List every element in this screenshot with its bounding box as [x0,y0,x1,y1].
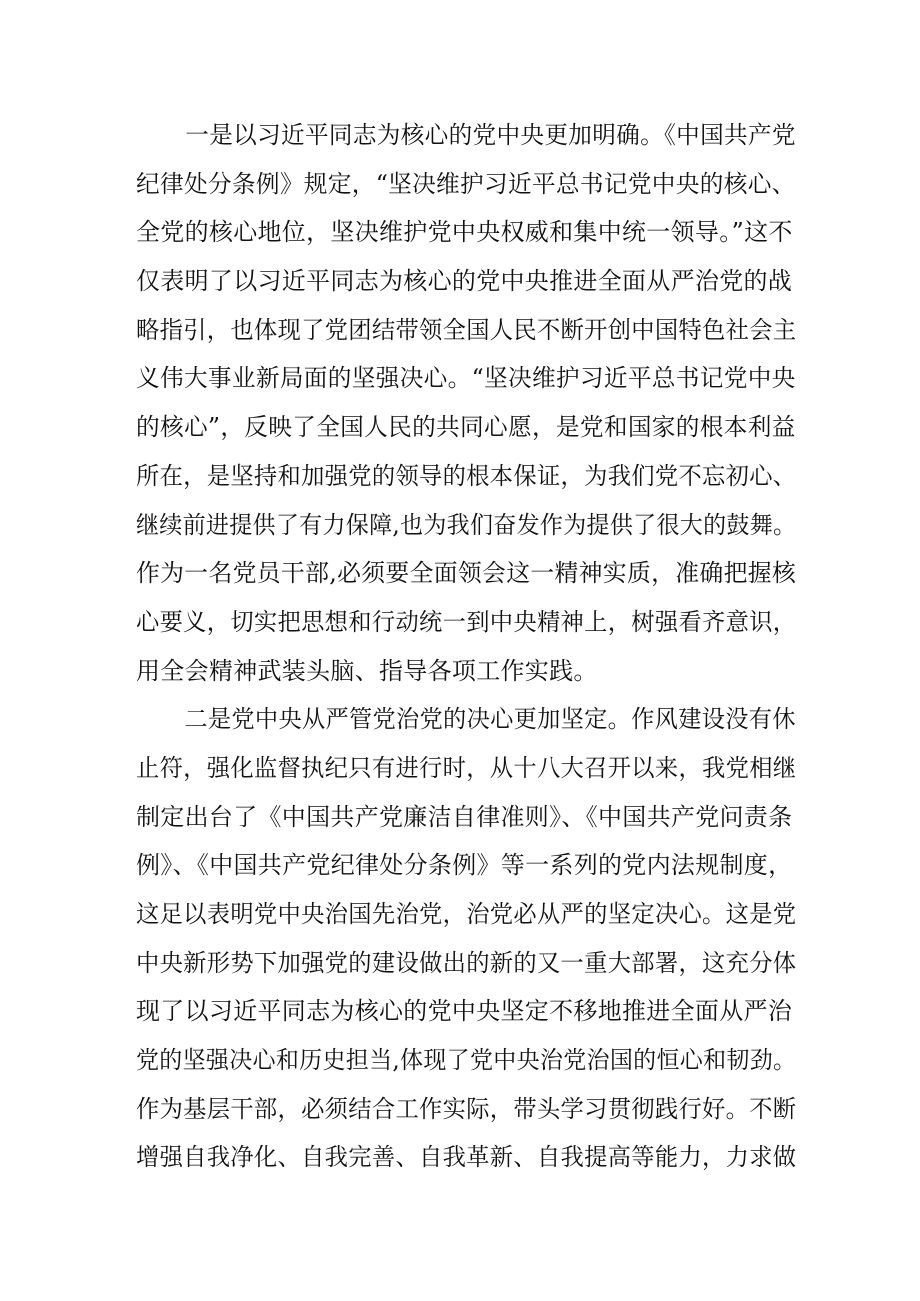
text-line: 义伟大事业新局面的坚强决心。“坚决维护习近平总书记党中央 [136,364,796,393]
paragraph-2 [136,695,796,1182]
text-line: 用全会精神武装头脑、指导各项工作实践。 [136,656,598,685]
text-line: 增强自我净化、自我完善、自我革新、自我提高等能力，力求做 [136,1143,797,1172]
text-line: 这足以表明党中央治国先治党，治党必从严的坚定决心。这是党 [136,900,797,928]
text-line: 作为基层干部，必须结合工作实际，带头学习贯彻践行好。不断 [136,1094,797,1123]
text-line: 所在，是坚持和加强党的领导的根本保证，为我们党不忘初心、 [136,461,797,490]
text-line: 中央新形势下加强党的建设做出的新的又一重大部署，这充分体 [136,948,797,977]
text-line: 略指引，也体现了党团结带领全国人民不断开创中国特色社会主 [136,315,797,344]
text-line: 的核心”，反映了全国人民的共同心愿，是党和国家的根本利益 [136,413,796,442]
text-line: 心要义，切实把思想和行动统一到中央精神上，树强看齐意识， [136,607,797,636]
text-line: 继续前进提供了有力保障,也为我们奋发作为提供了很大的鼓舞。 [136,510,797,539]
text-line: 仅表明了以习近平同志为核心的党中央推进全面从严治党的战 [136,267,793,296]
text-line: 作为一名党员干部,必须要全面领会这一精神实质，准确把握核 [136,559,797,588]
text-line: 例》、《中国共产党纪律处分条例》等一系列的党内法规制度， [136,851,793,880]
paragraph-1 [136,111,796,695]
text-line: 纪律处分条例》规定，“坚决维护习近平总书记党中央的核心、 [136,169,796,198]
text-line: 现了以习近平同志为核心的党中央坚定不移地推进全面从严治 [136,997,793,1026]
document-body [136,111,796,1182]
text-line: 党的坚强决心和历史担当,体现了党中央治党治国的恒心和韧劲。 [136,1046,797,1075]
text-line: 制定出台了《中国共产党廉洁自律准则》、《中国共产党问责条 [136,802,793,831]
text-line: 全党的核心地位，坚决维护党中央权威和集中统一领导。”这不 [136,218,793,247]
text-line: 一是以习近平同志为核心的党中央更加明确。《中国共产党 [185,121,796,149]
text-line: 二是党中央从严管党治党的决心更加坚定。作风建设没有休 [184,705,796,734]
text-line: 止符，强化监督执纪只有进行时，从十八大召开以来，我党相继 [136,753,797,782]
